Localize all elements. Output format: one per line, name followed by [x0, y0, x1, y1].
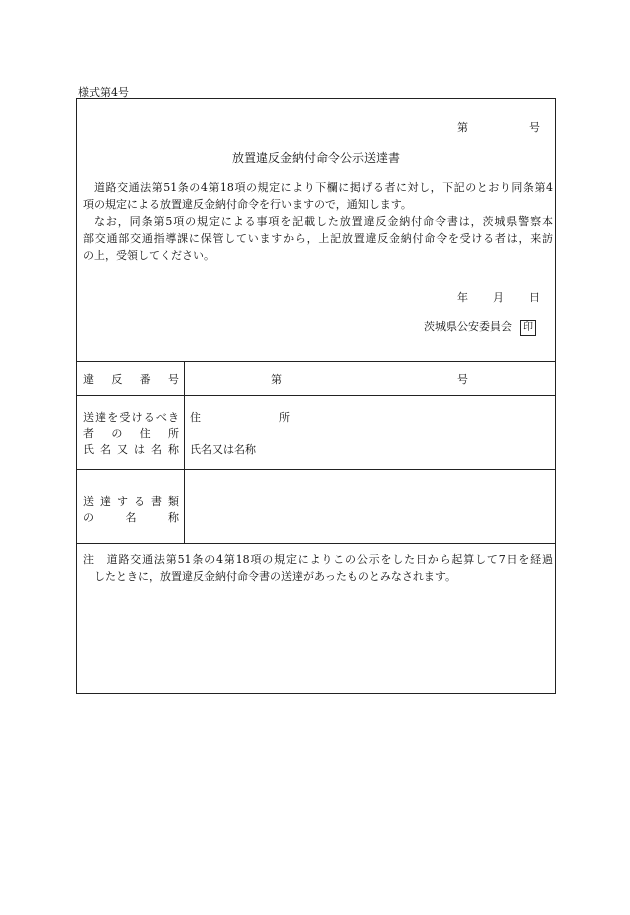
form-number-label: 様式第4号: [78, 86, 129, 99]
document-frame: [76, 98, 556, 694]
label-char: 又: [117, 443, 128, 456]
seal-stamp: 印: [520, 320, 536, 336]
label-char: 類: [168, 495, 179, 508]
doc-number-prefix: 第: [457, 121, 468, 134]
label-char: 称: [168, 511, 179, 524]
date-year: 年: [457, 291, 468, 304]
label-char: 所: [167, 427, 179, 440]
paragraph-2-line-2: 部交通部交通指導課に保管していますから，上記放置違反金納付命令を受ける者は，来訪: [83, 232, 553, 245]
label-char: 名: [151, 443, 162, 456]
table-top-border: [77, 361, 555, 362]
label-char: 所: [279, 411, 290, 424]
label-char: は: [134, 443, 145, 456]
row-divider-1: [77, 395, 555, 396]
recipient-label-line-1: 送達を受けるべき: [83, 411, 179, 424]
note-block: [83, 551, 553, 585]
label-char: 氏: [83, 443, 94, 456]
docs-label-line-2: [83, 509, 179, 525]
name-label: 氏名又は名称: [190, 443, 256, 456]
issuer-block: [424, 318, 536, 336]
label-char: 名: [125, 511, 137, 524]
recipient-label-line-2: [83, 425, 179, 441]
label-char: の: [111, 427, 123, 440]
label-char: 号: [167, 373, 179, 386]
label-char: 住: [190, 411, 201, 424]
paragraph-2-line-3: の上，受領してください。: [83, 249, 215, 262]
label-char: 違: [83, 373, 94, 386]
address-label: [190, 409, 290, 425]
date-day: 日: [529, 291, 540, 304]
notice-paragraph-2: [83, 213, 553, 264]
violation-number-suffix: 号: [457, 373, 468, 386]
label-char: 送: [83, 495, 94, 508]
label-char: る: [134, 495, 145, 508]
note-line-1: 注 道路交通法第51条の4第18項の規定によりこの公示をした日から起算して7日を経過: [83, 553, 553, 566]
date-month: 月: [493, 291, 504, 304]
paragraph-1-line-1: 道路交通法第51条の4第18項の規定により下欄に掲げる者に対し，下記のとおり同条第4: [94, 181, 553, 194]
paragraph-1-line-2: 項の規定による放置違反金納付命令を行いますので，通知します。: [83, 198, 412, 211]
label-char: 名: [100, 443, 111, 456]
label-char: 達: [100, 495, 111, 508]
label-char: 反: [111, 373, 123, 386]
docs-label-line-1: [83, 493, 179, 509]
violation-number-label: [83, 371, 179, 387]
doc-number-suffix: 号: [529, 121, 540, 134]
note-line-2: したときに，放置違反金納付命令書の送達があったものとみなされます。: [94, 570, 457, 583]
row-divider-3: [77, 543, 555, 544]
label-char: の: [83, 511, 94, 524]
label-char: す: [117, 495, 128, 508]
notice-paragraph-1: [83, 179, 553, 213]
row-divider-2: [77, 469, 555, 470]
document-title: 放置違反金納付命令公示送達書: [232, 151, 401, 165]
column-divider: [184, 361, 185, 543]
label-char: 称: [168, 443, 179, 456]
violation-number-prefix: 第: [271, 373, 282, 386]
issuer-name: 茨城県公安委員会: [424, 320, 512, 333]
label-char: 者: [83, 427, 94, 440]
label-char: 住: [139, 427, 151, 440]
paragraph-2-line-1: なお，同条第5項の規定による事項を記載した放置違反金納付命令書は，茨城県警察本: [94, 215, 553, 228]
label-char: 番: [139, 373, 151, 386]
label-char: 書: [151, 495, 162, 508]
recipient-label-line-3: [83, 441, 179, 457]
